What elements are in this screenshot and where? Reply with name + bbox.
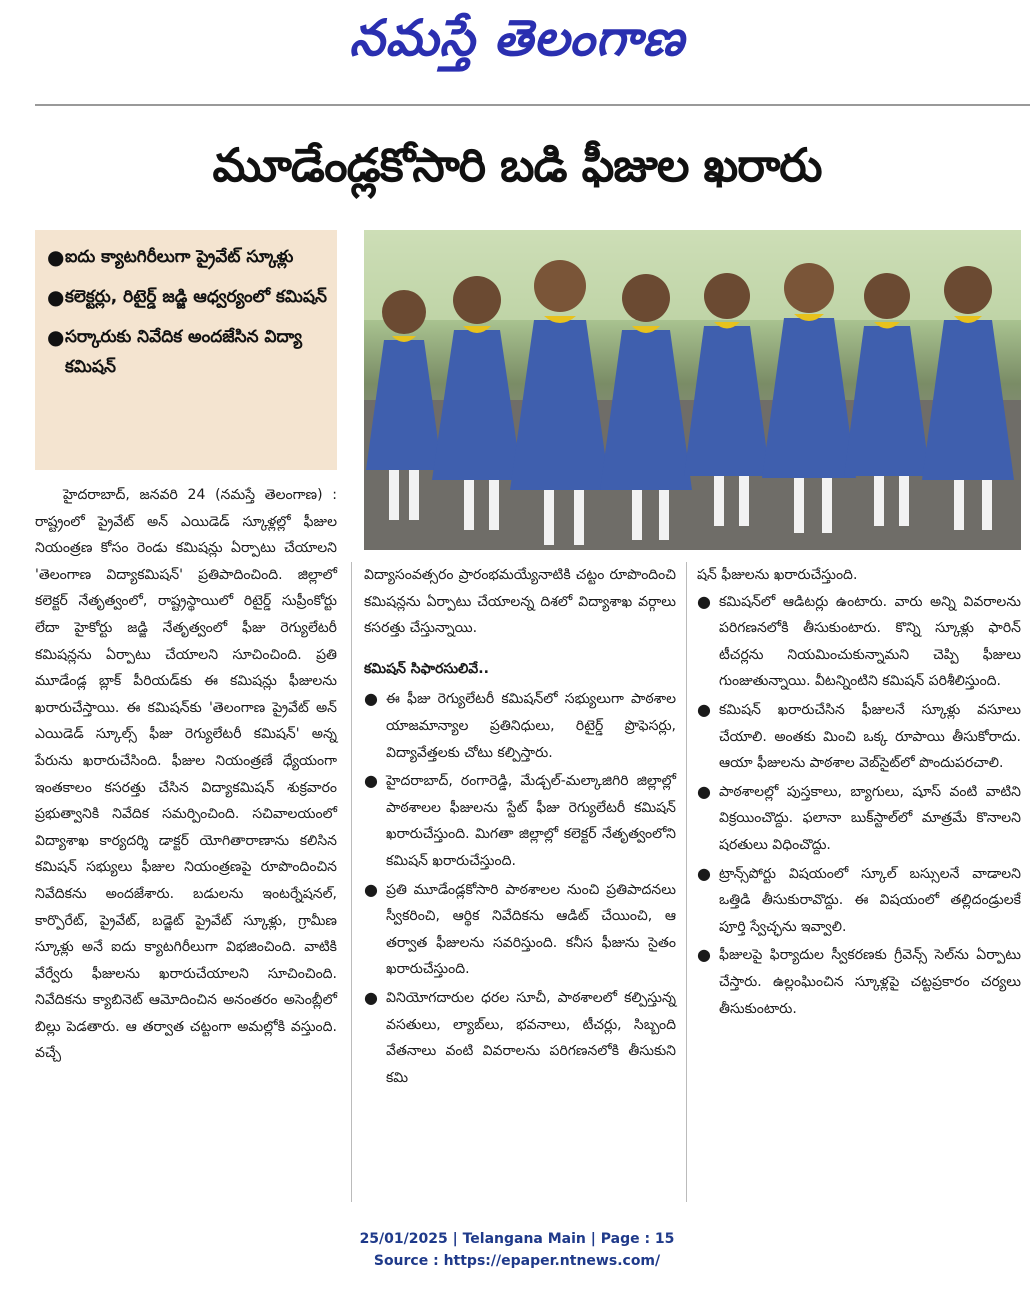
recommendation-item: ● హైదరాబాద్, రంగారెడ్డి, మేడ్చల్-మల్కాజిగిరి జిల్లాల్లో పాఠశాలల ఫీజులను స్టేట్ ఫీజు రెగ్యులేటరీ కమిషన్ ఖరారుచేస్తుంది. మిగతా జిల్లాల్లో కలెక్టర్ నేతృత్వంలోని కమిషన్ ఖరారుచేస్తుంది. — [364, 768, 676, 874]
article-column-3 — [697, 562, 1021, 1024]
bullet-icon: ● — [364, 879, 378, 899]
article-paragraph: హైదరాబాద్, జనవరి 24 (నమస్తే తెలంగాణ) : రాష్ట్రంలో ప్రైవేట్ అన్ ఎయిడెడ్ స్కూళ్లల్లో ఫీజుల నియంత్రణ కోసం రెండు కమిషన్లు ఏర్పాటు చేయాలని 'తెలంగాణ విద్యాకమిషన్' ప్రతిపాదించింది. జిల్లాలో కలెక్టర్ నేతృత్వంలో, రాష్ట్రస్థాయిలో రిటైర్డ్ సుప్రీంకోర్టు లేదా హైకోర్టు జడ్జి నేతృత్వంలో ఫీజు రెగ్యులేటరీ కమిషన్లను ఏర్పాటు చేయాలని సూచించింది. ప్రతి మూడేండ్ల బ్లాక్ పీరియడ్‌కు ఈ కమిషన్లు ఫీజులను ఖరారుచేస్తాయి. ఈ కమిషన్‌కు 'తెలంగాణ ప్రైవేట్ అన్ ఎయిడెడ్ స్కూల్స్ ఫీజు రెగ్యులేటరీ కమిషన్' అన్న పేరును ఖరారుచేసింది. ఫీజుల నియంత్రణే ధ్యేయంగా ఇంతకాలం కసరత్తు చేసిన విద్యాకమిషన్ శుక్రవారం ప్రభుత్వానికి నివేదిక సమర్పించింది. సచివాలయంలో విద్యాశాఖ కార్యదర్శి డాక్టర్ యోగితారాణాను కలిసిన కమిషన్ సభ్యులు ఫీజుల నియంత్రణపై రూపొందించిన నివేదికను అందజేశారు. బడులను ఇంటర్నేషనల్, కార్పొరేట్, ప్రైవేట్, బడ్జెట్ ప్రైవేట్ స్కూళ్లు, గ్రామీణ స్కూళ్లు అనే ఐదు క్యాటగిరీలుగా విభజించింది. వాటికి వేర్వేరు ఫీజులను ఖరారుచేయాలని సూచించింది. నివేదికను క్యాబినెట్ ఆమోదించిన అనంతరం అసెంబ్లీలో బిల్లు పెడతారు. ఆ తర్వాత చట్టంగా అమల్లోకి వస్తుంది. వచ్చే — [35, 487, 337, 1062]
recommendation-item: ● ఈ ఫీజు రెగ్యులేటరీ కమిషన్‌లో సభ్యులుగా పాఠశాల యాజమాన్యాల ప్రతినిధులు, రిటైర్డ్ ప్రొఫెసర్లు, విద్యావేత్తలకు చోటు కల్పిస్తారు. — [364, 686, 676, 766]
bullet-icon: ● — [364, 689, 378, 709]
highlights-box — [35, 230, 337, 470]
bullet-icon: ● — [47, 245, 65, 269]
recommendation-item: ● కమిషన్‌లో ఆడిటర్లు ఉంటారు. వారు అన్ని వివరాలను పరిగణనలోకి తీసుకుంటారు. కొన్ని స్కూళ్లు ఫారిన్ టీచర్లను నియమించుకున్నామని చెప్పి ఫీజులు గుంజుతున్నాయి. వీటన్నింటిని కమిషన్ పరిశీలిస్తుంది. — [697, 589, 1021, 695]
subheading: కమిషన్ సిఫారసులివే.. — [364, 660, 489, 677]
article-paragraph: షన్ ఫీజులను ఖరారుచేస్తుంది. — [697, 567, 858, 583]
highlight-item: ● ఐదు క్యాటగిరీలుగా ప్రైవేట్ స్కూళ్లు — [47, 242, 329, 272]
recommendation-item: ● ఫీజులపై ఫిర్యాదుల స్వీకరణకు గ్రీవెన్స్ సెల్‌ను ఏర్పాటు చేస్తారు. ఉల్లంఘించిన స్కూళ్లపై చట్టప్రకారం చర్యలు తీసుకుంటారు. — [697, 942, 1021, 1022]
masthead-logo: నమస్తే తెలంగాణ — [349, 8, 685, 67]
recommendation-item: ● ట్రాన్స్‌పోర్టు విషయంలో స్కూల్ బస్సులనే వాడాలని ఒత్తిడి తీసుకురావొద్దు. ఈ విషయంలో తల్లిదండ్రులకే పూర్తి స్వేచ్ఛను ఇవ్వాలి. — [697, 861, 1021, 941]
bullet-icon: ● — [697, 945, 711, 965]
column-divider — [686, 562, 687, 1202]
bullet-icon: ● — [47, 285, 65, 309]
masthead-rule — [35, 104, 1030, 106]
bullet-icon: ● — [47, 325, 65, 349]
footer-source-link[interactable]: Source : https://epaper.ntnews.com/ — [373, 1253, 661, 1269]
footer-date-page: 25/01/2025 | Telangana Main | Page : 15 — [359, 1231, 675, 1247]
bullet-icon: ● — [364, 987, 378, 1007]
students-photo — [364, 230, 1021, 550]
article-column-2 — [364, 562, 676, 1093]
bullet-icon: ● — [697, 699, 711, 719]
bullet-icon: ● — [697, 781, 711, 801]
article-paragraph: విద్యాసంవత్సరం ప్రారంభమయ్యేనాటికి చట్టం రూపొందించి కమిషన్లను ఏర్పాటు చేయాలన్న దిశలో విద్యాశాఖ వర్గాలు కసరత్తు చేస్తున్నాయి. — [364, 567, 676, 637]
bullet-icon: ● — [697, 863, 711, 883]
column-divider — [351, 562, 352, 1202]
recommendation-item: ● కమిషన్ ఖరారుచేసిన ఫీజులనే స్కూళ్లు వసూలు చేయాలి. అంతకు మించి ఒక్క రూపాయి తీసుకోరాదు. ఆయా ఫీజులను పాఠశాల వెబ్‌సైట్‌లో పొందుపరచాలి. — [697, 697, 1021, 777]
highlight-item: ● సర్కారుకు నివేదిక అందజేసిన విద్యా కమిషన్ — [47, 322, 329, 382]
bullet-icon: ● — [364, 771, 378, 791]
highlight-item: ● కలెక్టర్లు, రిటైర్డ్ జడ్జి ఆధ్వర్యంలో కమిషన్ — [47, 282, 329, 312]
recommendation-item: ● ప్రతి మూడేండ్లకోసారి పాఠశాలల నుంచి ప్రతిపాదనలు స్వీకరించి, ఆర్థిక నివేదికను ఆడిట్ చేయించి, ఆ తర్వాత ఫీజులను సవరిస్తుంది. కనీస ఫీజును సైతం ఖరారుచేస్తుంది. — [364, 877, 676, 983]
recommendation-item: ● వినియోగదారుల ధరల సూచీ, పాఠశాలలో కల్పిస్తున్న వసతులు, ల్యాబ్‌లు, భవనాలు, టీచర్లు, సిబ్బంది వేతనాలు వంటి వివరాలను పరిగణనలోకి తీసుకుని కమి — [364, 985, 676, 1091]
headline: మూడేండ్లకోసారి బడి ఫీజుల ఖరారు — [212, 138, 822, 192]
bullet-icon: ● — [697, 591, 711, 611]
page-footer — [0, 1228, 1034, 1272]
article-column-1 — [35, 482, 337, 1067]
recommendation-item: ● పాఠశాలల్లో పుస్తకాలు, బ్యాగులు, షూస్ వంటి వాటిని విక్రయించొద్దు. ఫలానా బుక్‌స్టాల్‌లో మాత్రమే కొనాలని షరతులు విధించొద్దు. — [697, 779, 1021, 859]
